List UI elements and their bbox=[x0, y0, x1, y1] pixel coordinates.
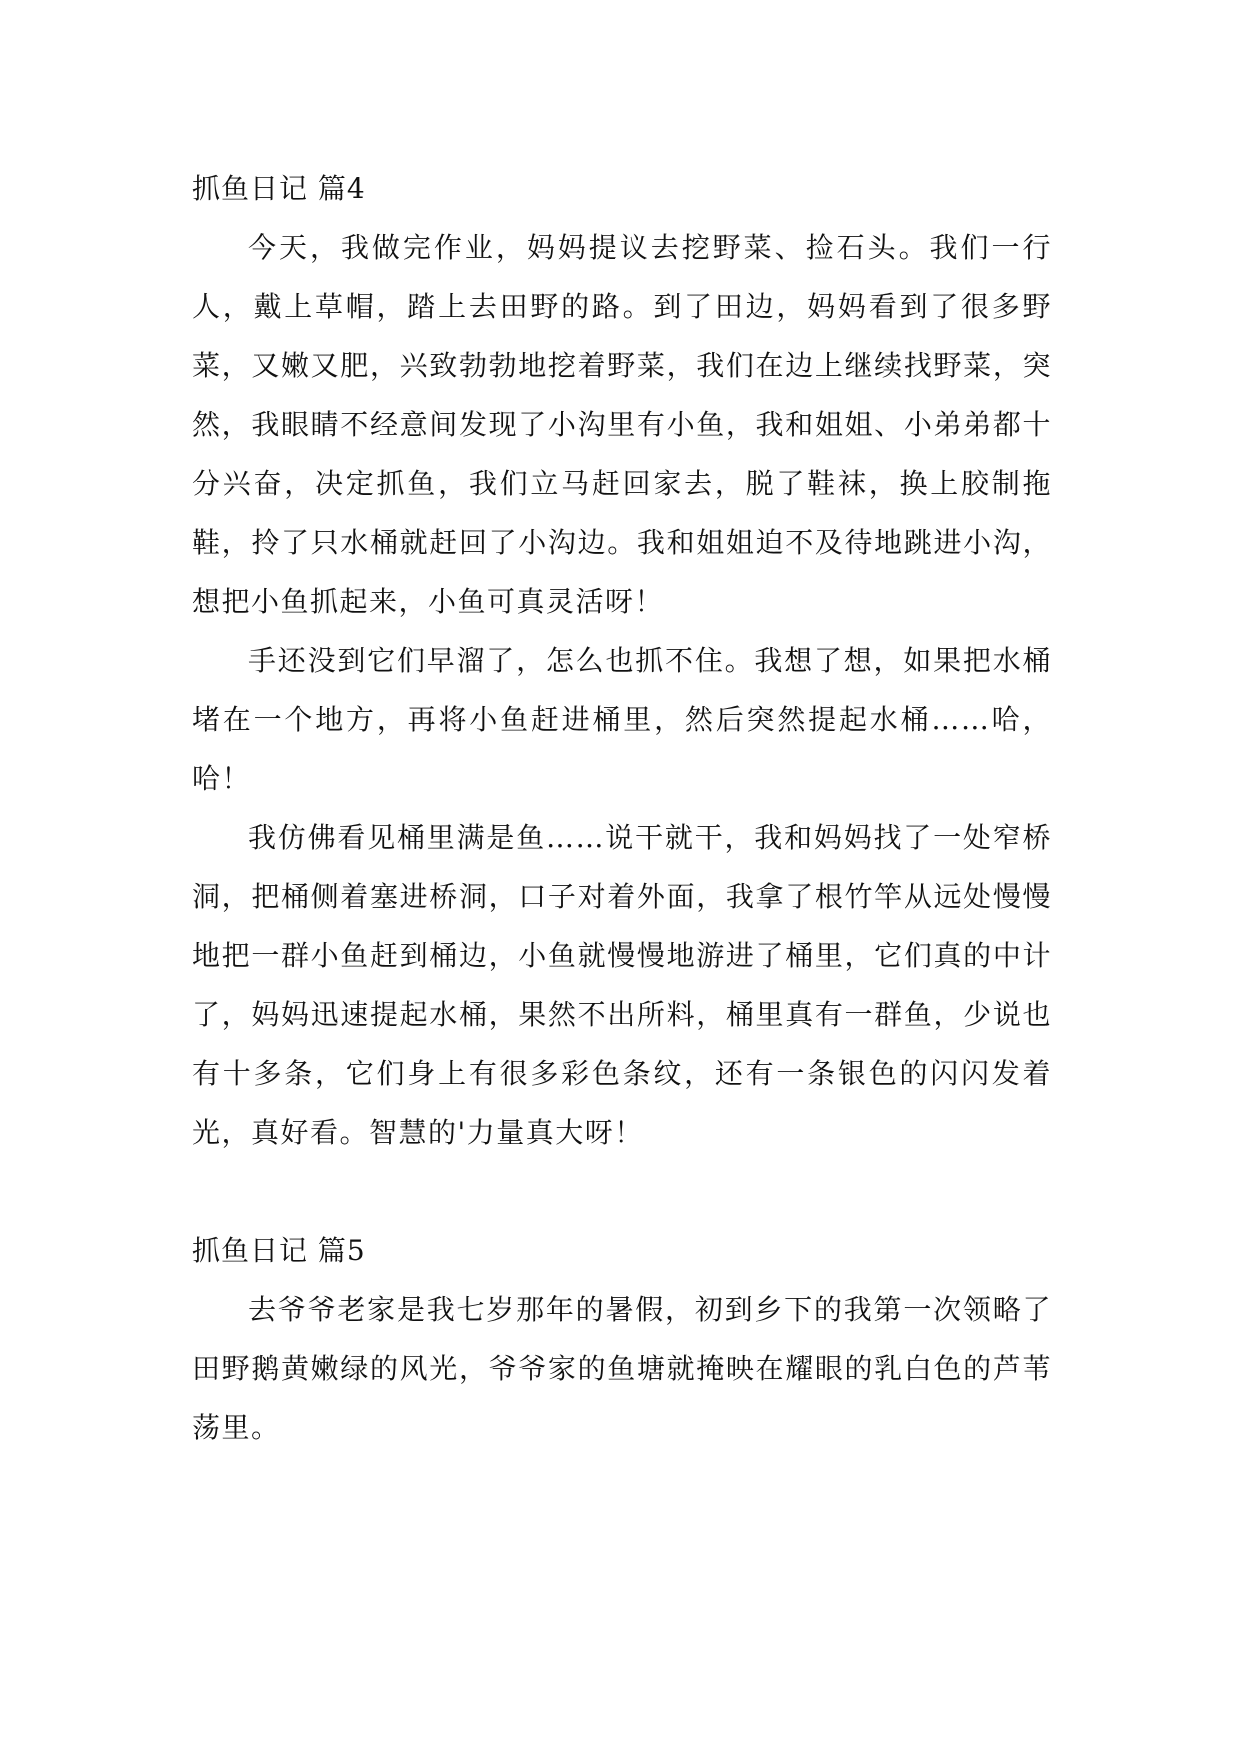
paragraph: 手还没到它们早溜了，怎么也抓不住。我想了想，如果把水桶堵在一个地方，再将小鱼赶进桶里，然后突然提起水桶……哈，哈！ bbox=[192, 644, 1052, 795]
section-4 bbox=[192, 160, 1052, 1162]
document-content bbox=[192, 160, 1052, 1457]
paragraph: 去爷爷老家是我七岁那年的暑假，初到乡下的我第一次领略了田野鹅黄嫩绿的风光，爷爷家的鱼塘就掩映在耀眼的乳白色的芦苇荡里。 bbox=[192, 1293, 1052, 1444]
section-5 bbox=[192, 1222, 1052, 1457]
paragraph: 今天，我做完作业，妈妈提议去挖野菜、捡石头。我们一行人，戴上草帽，踏上去田野的路。到了田边，妈妈看到了很多野菜，又嫩又肥，兴致勃勃地挖着野菜，我们在边上继续找野菜，突然，我眼睛不经意间发现了小沟里有小鱼，我和姐姐、小弟弟都十分兴奋，决定抓鱼，我们立马赶回家去，脱了鞋袜，换上胶制拖鞋，拎了只水桶就赶回了小沟边。我和姐姐迫不及待地跳进小沟，想把小鱼抓起来，小鱼可真灵活呀！ bbox=[192, 231, 1052, 618]
paragraph: 我仿佛看见桶里满是鱼……说干就干，我和妈妈找了一处窄桥洞，把桶侧着塞进桥洞，口子对着外面，我拿了根竹竿从远处慢慢地把一群小鱼赶到桶边，小鱼就慢慢地游进了桶里，它们真的中计了，妈妈迅速提起水桶，果然不出所料，桶里真有一群鱼，少说也有十多条，它们身上有很多彩色条纹，还有一条银色的闪闪发着光，真好看。智慧的'力量真大呀！ bbox=[192, 821, 1052, 1149]
section-title: 抓鱼日记 篇4 bbox=[192, 172, 366, 205]
section-title: 抓鱼日记 篇5 bbox=[192, 1234, 366, 1267]
